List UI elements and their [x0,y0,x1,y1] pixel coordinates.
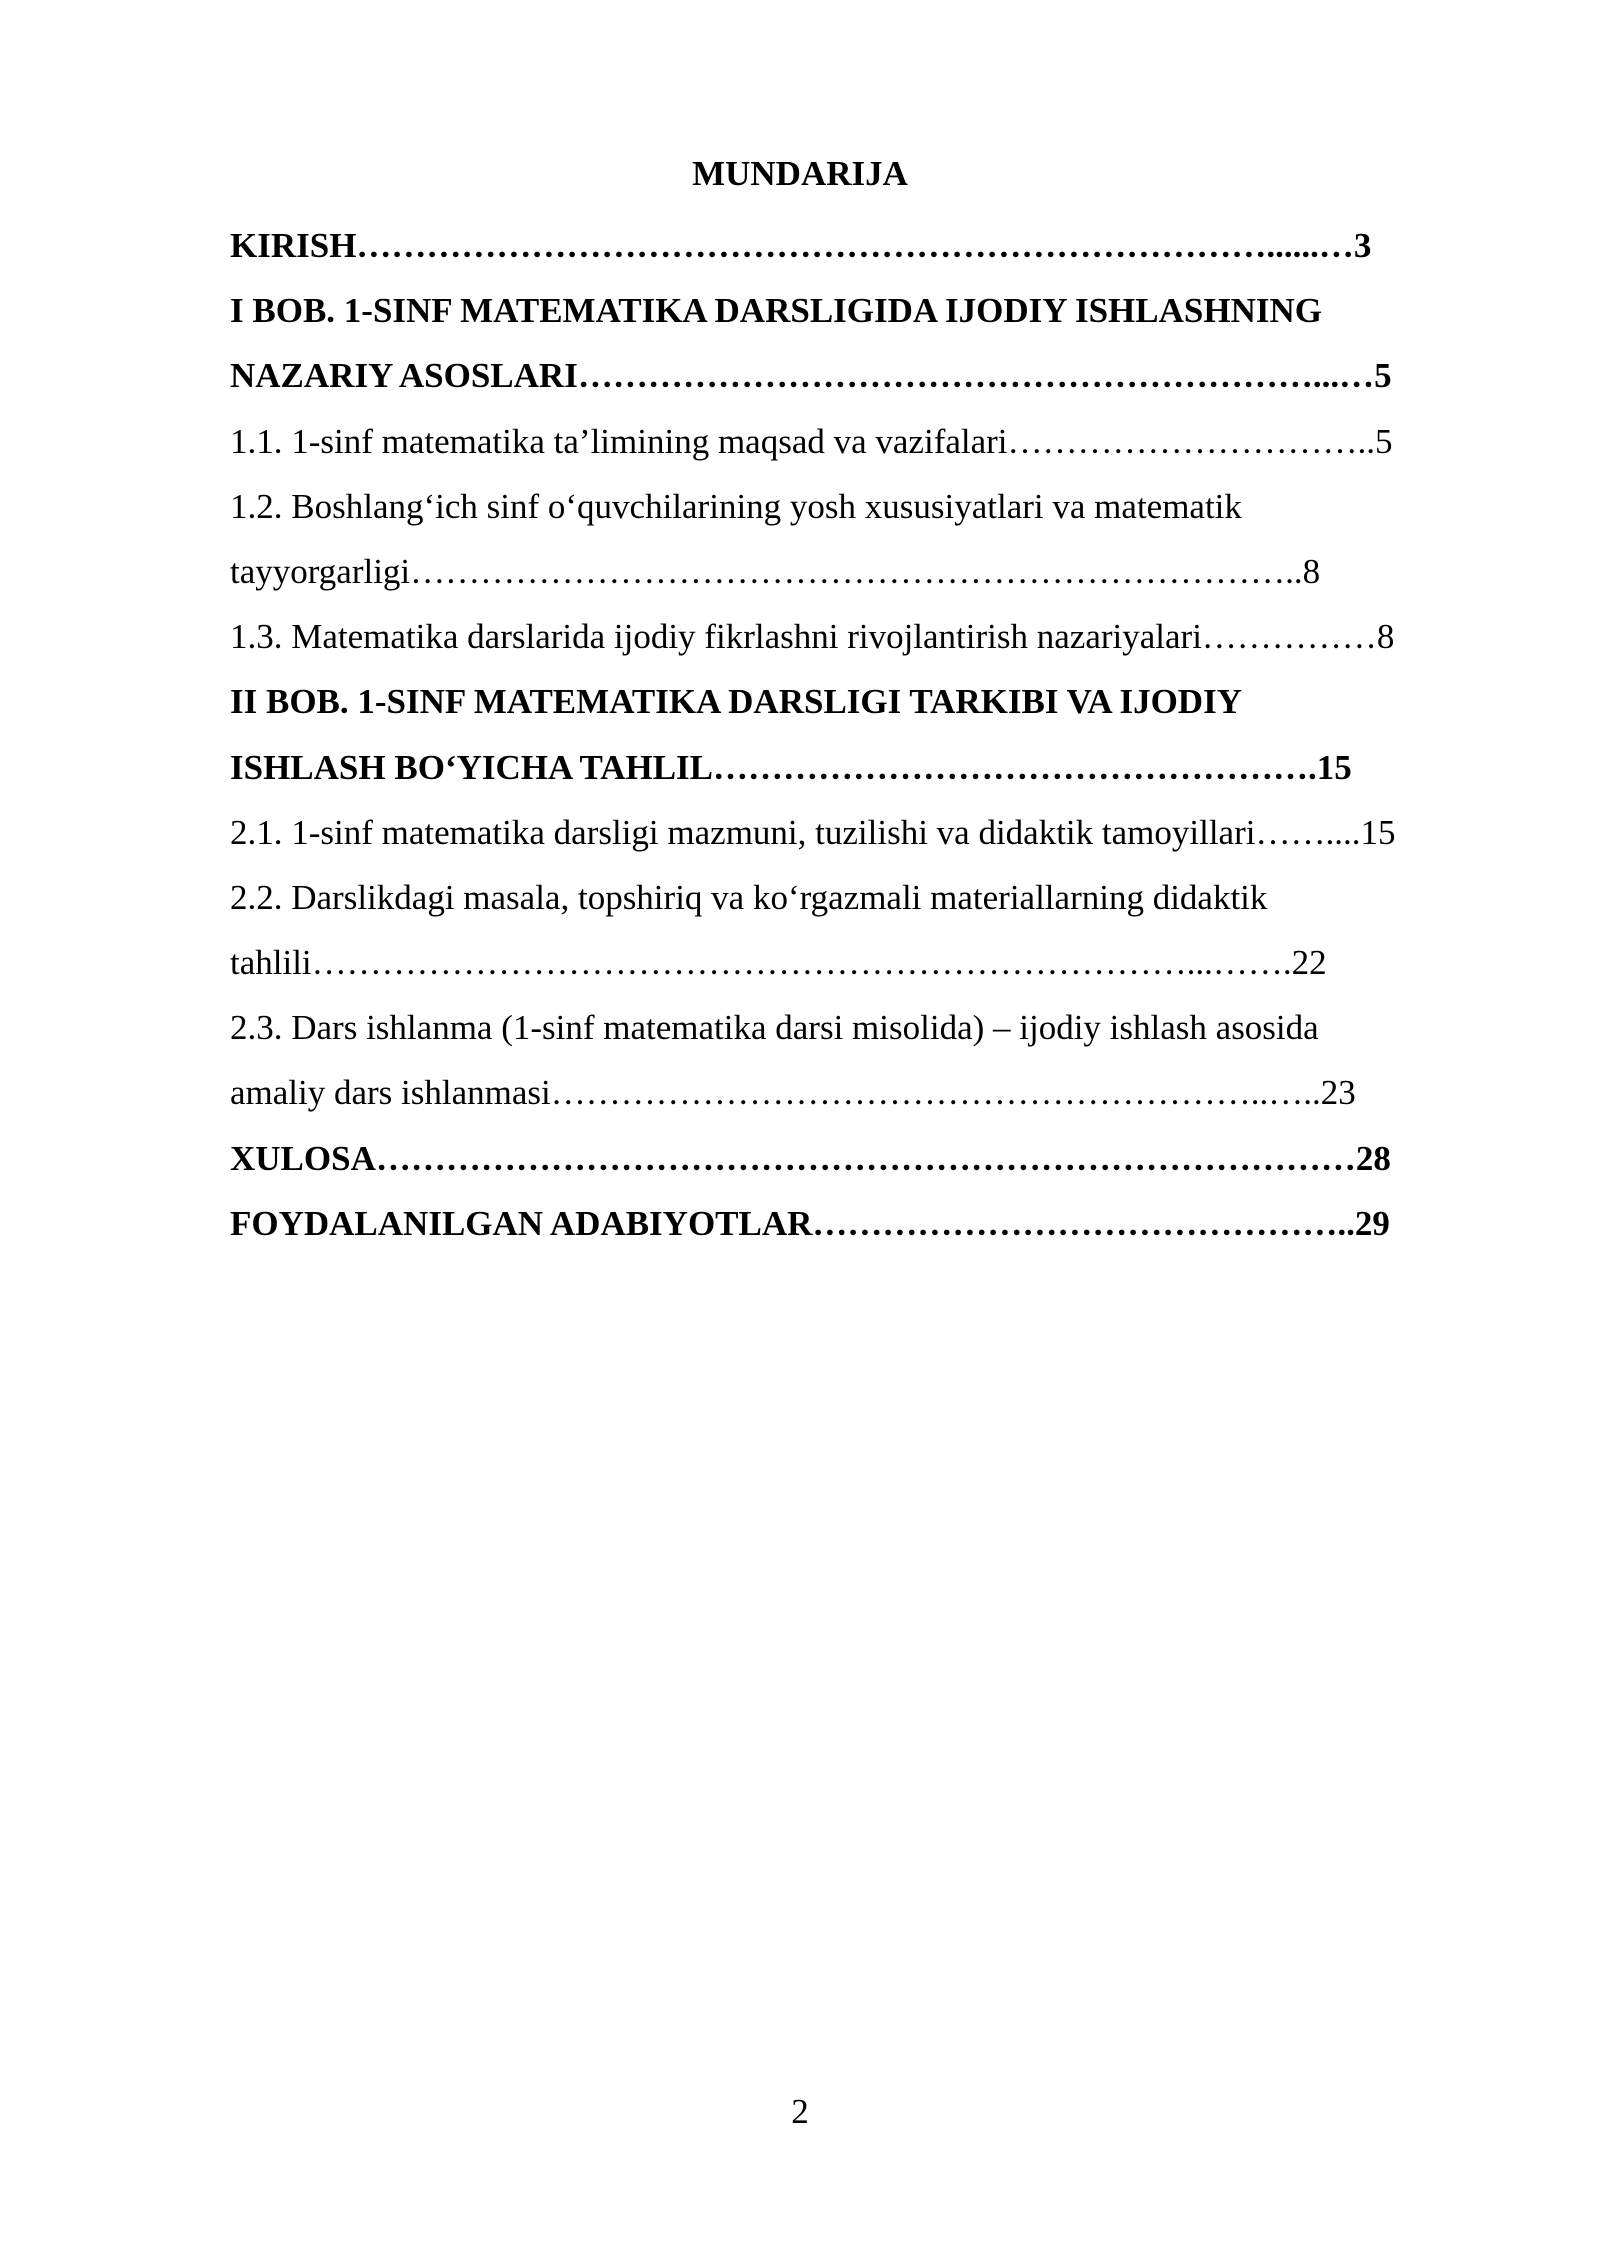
page-number: 2 [791,2092,809,2131]
toc-entry-section-2-1: 2.1. 1-sinf matematika darsligi mazmuni, tuzilishi va didaktik tamoyillari……....15 [230,812,1396,852]
toc-entry-conclusion: XULOSA…………………………………………………………………………28 [230,1138,1391,1178]
toc-entry-section-2-3: 2.3. Dars ishlanma (1-sinf matematika darsi misolida) – ijodiy ishlash asosida [230,1008,1319,1048]
toc-entry-section-2-2-cont: tahlili…………………………………………………………………...…….22 [230,943,1327,983]
table-of-contents [230,213,1492,1256]
toc-entry-section-1-1: 1.1. 1-sinf matematika ta’limining maqsad va vazifalari…………………………..5 [230,421,1393,461]
toc-entry-chapter-2-heading-cont: ISHLASH BO‘YICHA TAHLIL…………………………………………….15 [230,747,1352,787]
toc-entry-chapter-1-heading-cont: NAZARIY ASOSLARI………………………………………………………...…5 [230,356,1392,396]
toc-entry-section-1-3: 1.3. Matematika darslarida ijodiy fikrlashni rivojlantirish nazariyalari……………8 [230,617,1395,657]
toc-entry-section-2-3-cont: amaliy dars ishlanmasi……………………………………………………..…..23 [230,1073,1356,1113]
page-title: MUNDARIJA [692,154,908,193]
toc-entry-section-2-2: 2.2. Darslikdagi masala, topshiriq va ko‘rgazmali materiallarning didaktik [230,877,1268,917]
toc-entry-chapter-1-heading: I BOB. 1-SINF MATEMATIKA DARSLIGIDA IJODIY ISHLASHNING [230,291,1322,331]
toc-entry-chapter-2-heading: II BOB. 1-SINF MATEMATIKA DARSLIGI TARKIBI VA IJODIY [230,682,1242,722]
toc-entry-section-1-2-cont: tayyorgarligi…………………………………………………………………..8 [230,551,1321,591]
toc-entry-references: FOYDALANILGAN ADABIYOTLAR………………………………………..29 [230,1203,1390,1243]
toc-entry-introduction: KIRISH……………………………………………………………………......…3 [230,226,1372,265]
toc-entry-section-1-2: 1.2. Boshlang‘ich sinf o‘quvchilarining yosh xususiyatlari va matematik [230,486,1242,526]
